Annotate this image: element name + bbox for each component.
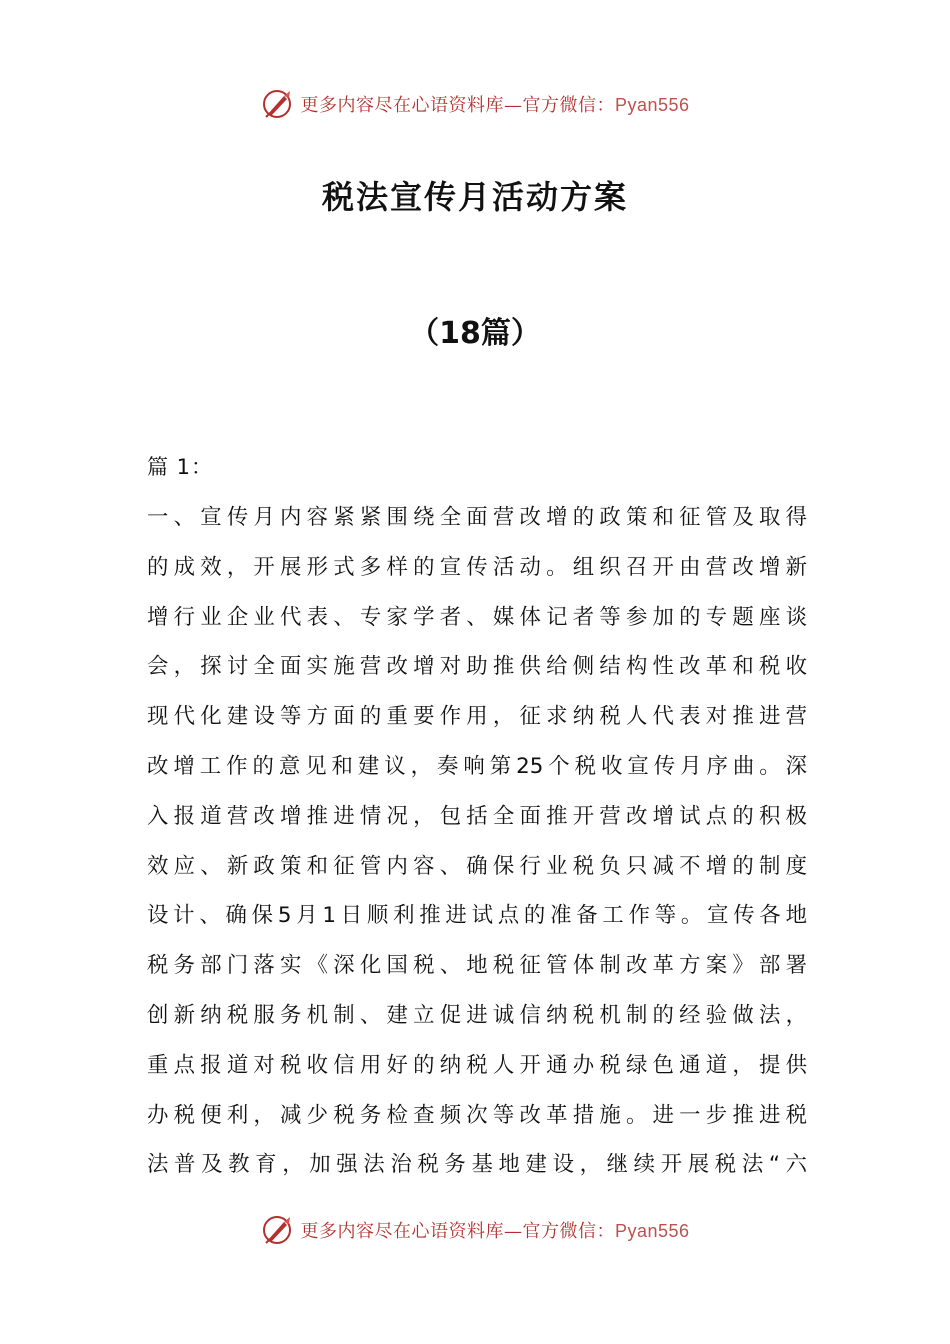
- body-line: 税务部门落实《深化国税、地税征管体制改革方案》部署: [147, 953, 807, 979]
- document-title: 税法宣传月活动方案: [321, 178, 628, 216]
- body-line: 重点报道对税收信用好的纳税人开通办税绿色通道，提供: [147, 1052, 807, 1078]
- body-line: 效应、新政策和征管内容、确保行业税负只减不增的制度: [147, 853, 807, 879]
- section-label: 篇 1：: [147, 455, 214, 479]
- body-line: 会，探讨全面实施营改增对助推供给侧结构性改革和税收: [147, 654, 807, 680]
- body-line: 办税便利，减少税务检查频次等改革措施。进一步推进税: [147, 1102, 807, 1128]
- body-line: 现代化建设等方面的重要作用，征求纳税人代表对推进营: [147, 704, 807, 730]
- footer-watermark: [0, 1210, 950, 1250]
- body-paragraph: [147, 500, 807, 1197]
- quill-logo-icon: [260, 1213, 294, 1247]
- header-watermark: [0, 84, 950, 124]
- quill-logo-icon: [260, 87, 294, 121]
- watermark-text: 更多内容尽在心语资料库—官方微信：Pyan556: [300, 95, 690, 116]
- body-line: 创新纳税服务机制、建立促进诚信纳税机制的经验做法，: [147, 1002, 807, 1028]
- body-line: 的成效，开展形式多样的宣传活动。组织召开由营改增新: [147, 554, 807, 580]
- document-subtitle: （18篇）: [409, 316, 541, 351]
- body-line: 增行业企业代表、专家学者、媒体记者等参加的专题座谈: [147, 604, 807, 630]
- body-line: 入报道营改增推进情况，包括全面推开营改增试点的积极: [147, 803, 807, 829]
- body-line: 一、宣传月内容紧紧围绕全面营改增的政策和征管及取得: [147, 505, 807, 530]
- body-line: 法普及教育，加强法治税务基地建设，继续开展税法“六: [147, 1152, 807, 1178]
- body-line: 设计、确保5月1日顺利推进试点的准备工作等。宣传各地: [147, 903, 807, 929]
- body-line: 改增工作的意见和建议，奏响第25个税收宣传月序曲。深: [147, 753, 807, 779]
- watermark-text: 更多内容尽在心语资料库—官方微信：Pyan556: [300, 1221, 690, 1242]
